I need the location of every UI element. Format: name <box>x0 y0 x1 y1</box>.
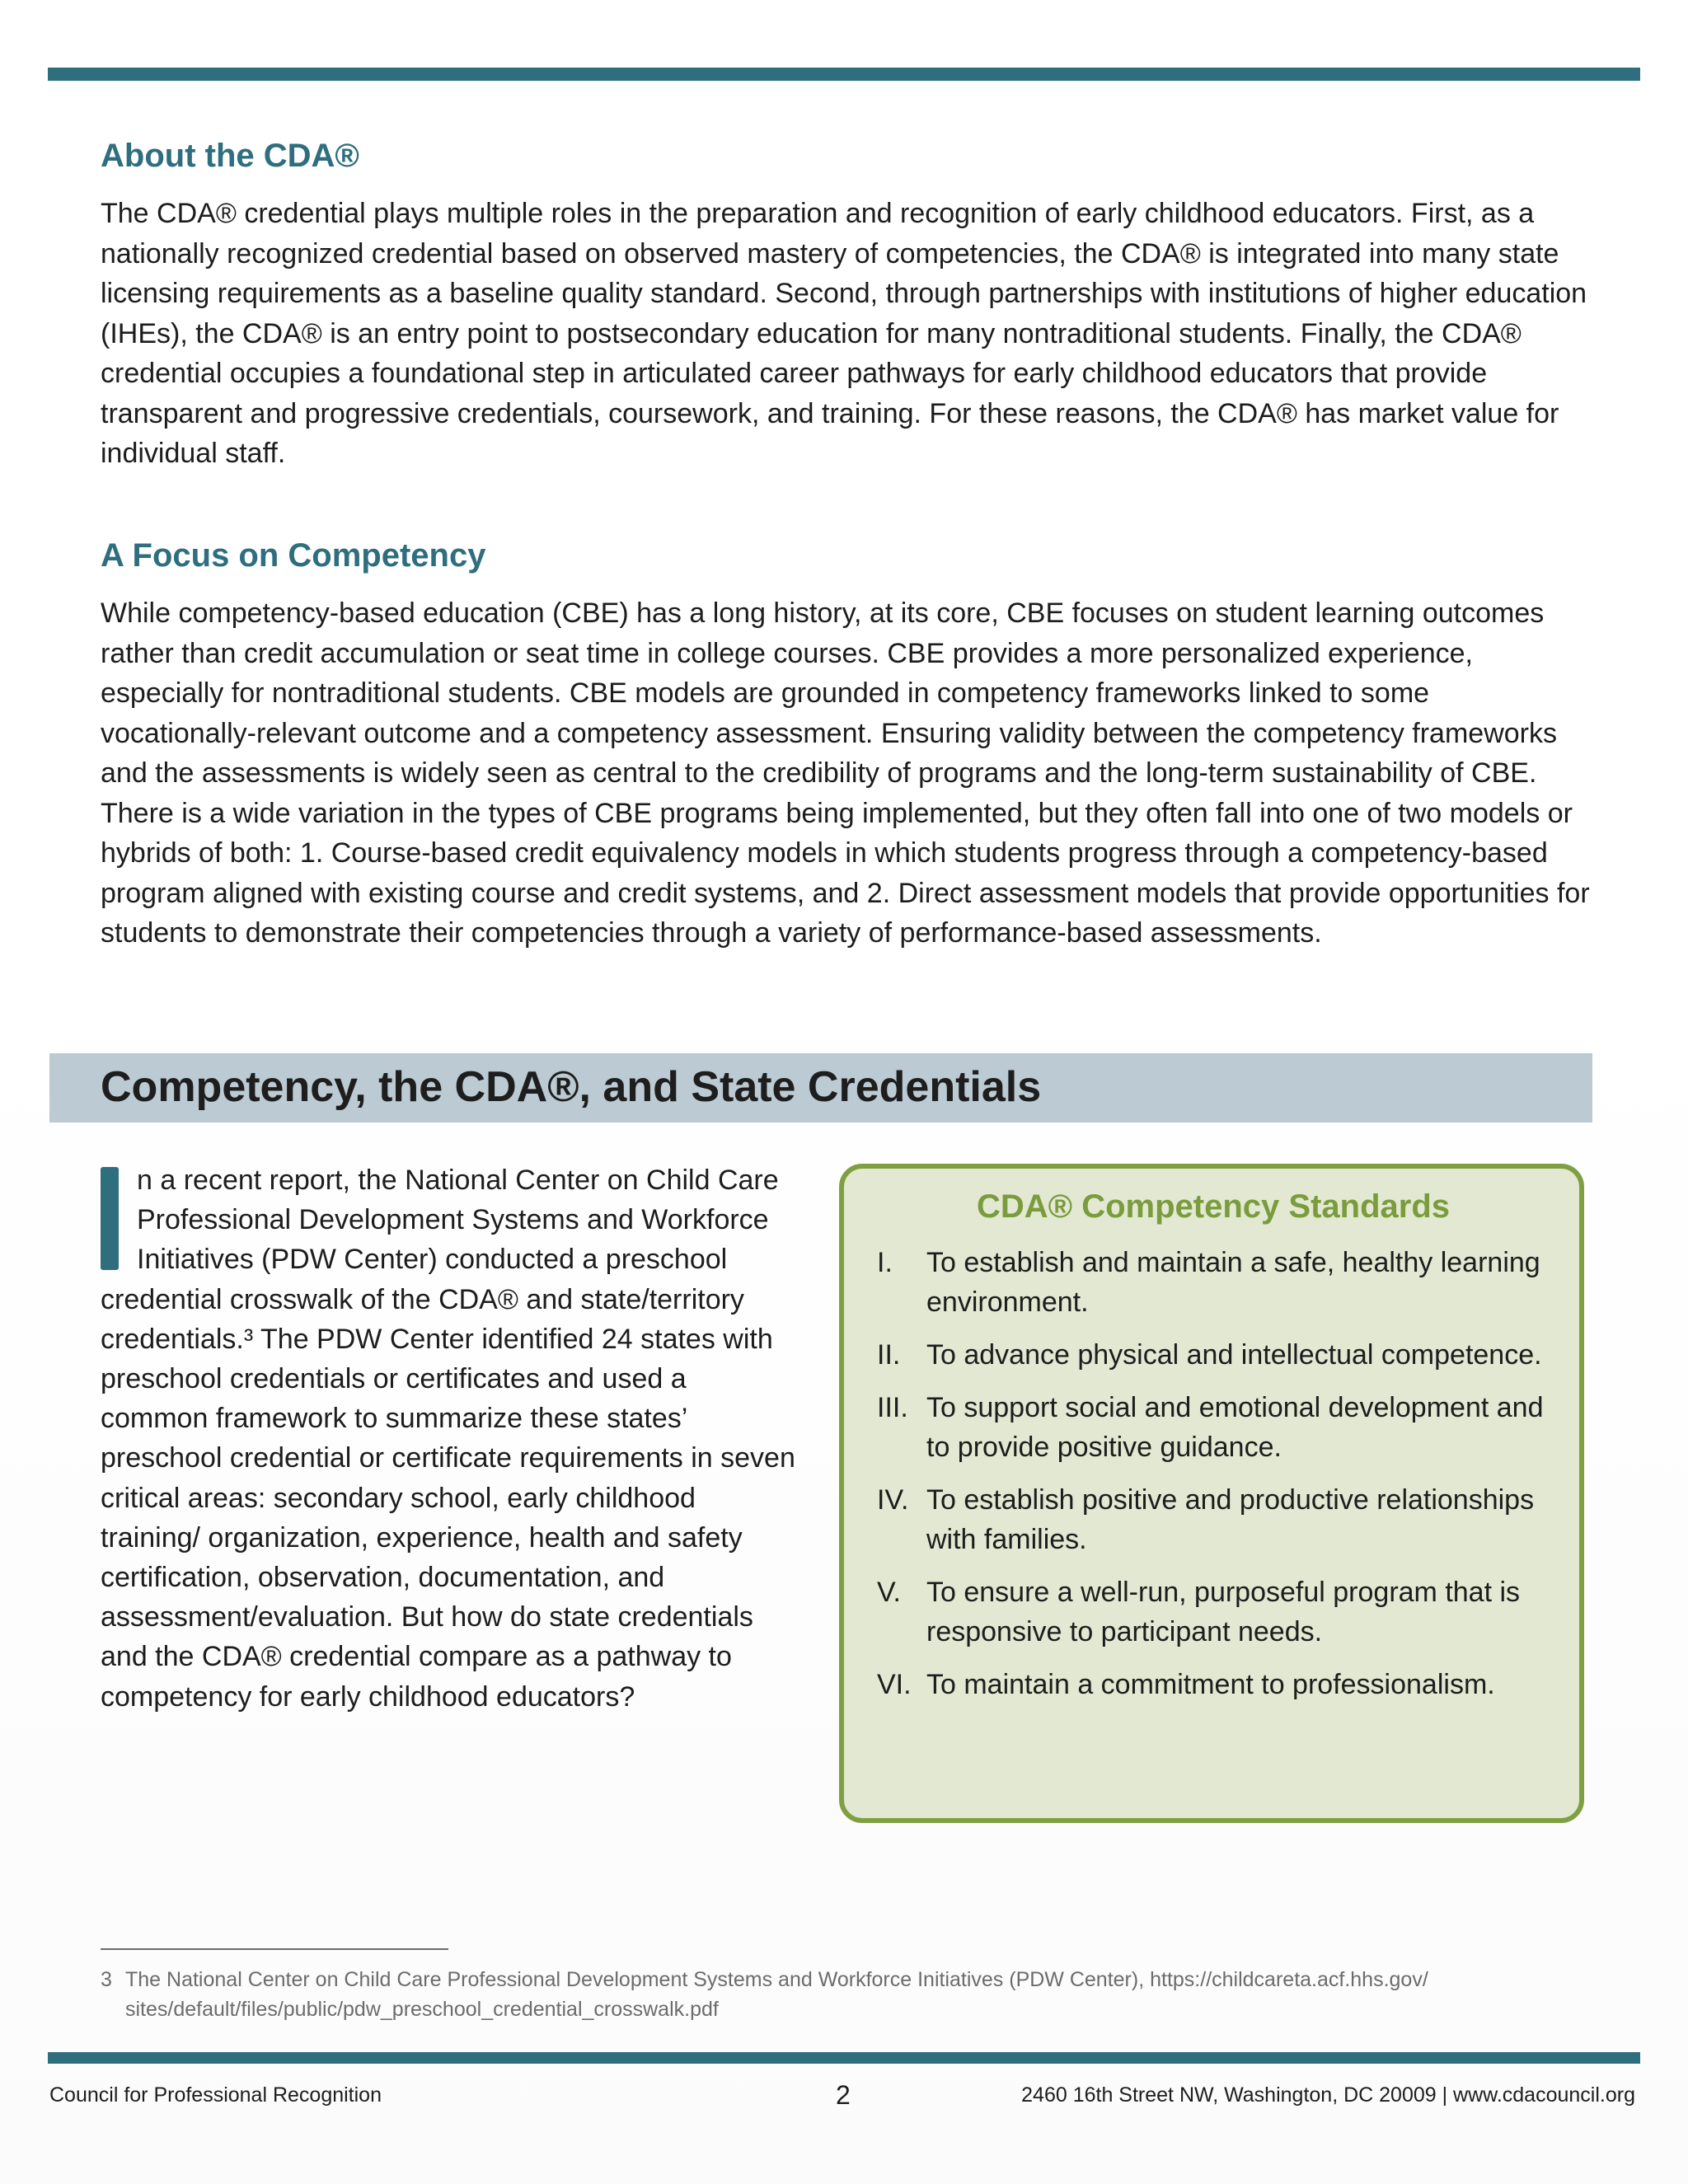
standards-item-text: To advance physical and intellectual competence. <box>926 1339 1542 1371</box>
about-heading: About the CDA® <box>101 138 359 174</box>
drop-cap-i <box>101 1167 119 1270</box>
standards-title: CDA® Competency Standards <box>976 1188 1451 1225</box>
footnote-rule <box>101 1948 448 1950</box>
focus-heading: A Focus on Competency <box>101 537 486 574</box>
standards-item-number: V. <box>877 1577 902 1608</box>
standards-item-text: To support social and emotional development and to provide positive guidance. <box>926 1392 1544 1463</box>
about-section <box>101 136 1592 474</box>
standards-item-text: To establish and maintain a safe, healthy learning environment. <box>926 1247 1540 1318</box>
competency-standards-box <box>839 1164 1584 1823</box>
bottom-rule <box>48 2052 1640 2064</box>
footer-address[interactable]: 2460 16th Street NW, Washington, DC 20009 | www.cdacouncil.org <box>1021 2083 1635 2107</box>
focus-section <box>101 536 1592 954</box>
standards-item <box>877 1480 1550 1559</box>
standards-item-number: I. <box>877 1247 893 1278</box>
standards-item <box>877 1572 1550 1652</box>
intro-body: n a recent report, the National Center on Child Care Professional Development Systems and Workforce Initiatives (PDW Center) conducted a preschool credential crosswalk of the CDA® and state/territory credentials.³ The PDW Center identified 24 states with preschool credentials or certificates and used a common framework to summarize these states’ preschool credential or certificate requirements in seven critical areas: secondary school, early childhood training/ organization, experience, health and safety certification, observation, documentation, and assessment/evaluation. But how do state credentials and the CDA® credential compare as a pathway to competency for early childhood educators? <box>101 1165 795 1713</box>
intro-paragraph <box>101 1160 801 1717</box>
standards-item <box>877 1388 1550 1467</box>
standards-item-text: To ensure a well-run, purposeful program that is responsive to participant needs. <box>926 1577 1521 1647</box>
standards-item-number: II. <box>877 1339 901 1371</box>
standards-item-text: To establish positive and productive relationships with families. <box>926 1484 1535 1555</box>
standards-item <box>877 1243 1550 1322</box>
standards-item-number: III. <box>877 1392 908 1423</box>
section-banner-title: Competency, the CDA®, and State Credentials <box>101 1063 1042 1111</box>
footnote-text: The National Center on Child Care Professional Development Systems and Workforce Initiatives (PDW Center), https://childcareta.acf.hhs.gov/ sites/default/files/public/pdw_preschool_credential_crosswalk.pdf <box>125 1968 1428 2021</box>
footer-organization: Council for Professional Recognition <box>49 2083 382 2107</box>
focus-body: While competency-based education (CBE) has a long history, at its core, CBE focuses on student learning outcomes rather than credit accumulation or seat time in college courses. CBE provides a more personalized experience, especially for nontraditional students. CBE models are grounded in competency frameworks linked to some vocationally-relevant outcome and a competency assessment. Ensuring validity between the competency frameworks and the assessments is widely seen as central to the credibility of programs and the long-term sustainability of CBE. There is a wide variation in the types of CBE programs being implemented, but they often fall into one of two models or hybrids of both: 1. Course-based credit equivalency models in which students progress through a competency-based program aligned with existing course and credit systems, and 2. Direct assessment models that provide opportunities for students to demonstrate their competencies through a variety of performance-based assessments. <box>101 598 1590 949</box>
page-number: 2 <box>836 2080 851 2110</box>
standards-item-number: IV. <box>877 1484 909 1516</box>
standards-item <box>877 1335 1550 1375</box>
standards-item-text: To maintain a commitment to professionalism. <box>926 1669 1495 1700</box>
top-rule <box>48 68 1640 81</box>
footnote-number: 3 <box>101 1968 112 1991</box>
about-body: The CDA® credential plays multiple roles in the preparation and recognition of early childhood educators. First, as a nationally recognized credential based on observed mastery of competencies, the CDA® is integrated into many state licensing requirements as a baseline quality standard. Second, through partnerships with institutions of higher education (IHEs), the CDA® is an entry point to postsecondary education for many nontraditional students. Finally, the CDA® credential occupies a foundational step in articulated career pathways for early childhood educators that provide transparent and progressive credentials, coursework, and training. For these reasons, the CDA® has market value for individual staff. <box>101 198 1587 469</box>
standards-item <box>877 1665 1550 1704</box>
standards-list <box>877 1243 1550 1704</box>
footnote <box>101 1965 1592 2024</box>
section-banner <box>49 1053 1592 1122</box>
standards-item-number: VI. <box>877 1669 912 1700</box>
